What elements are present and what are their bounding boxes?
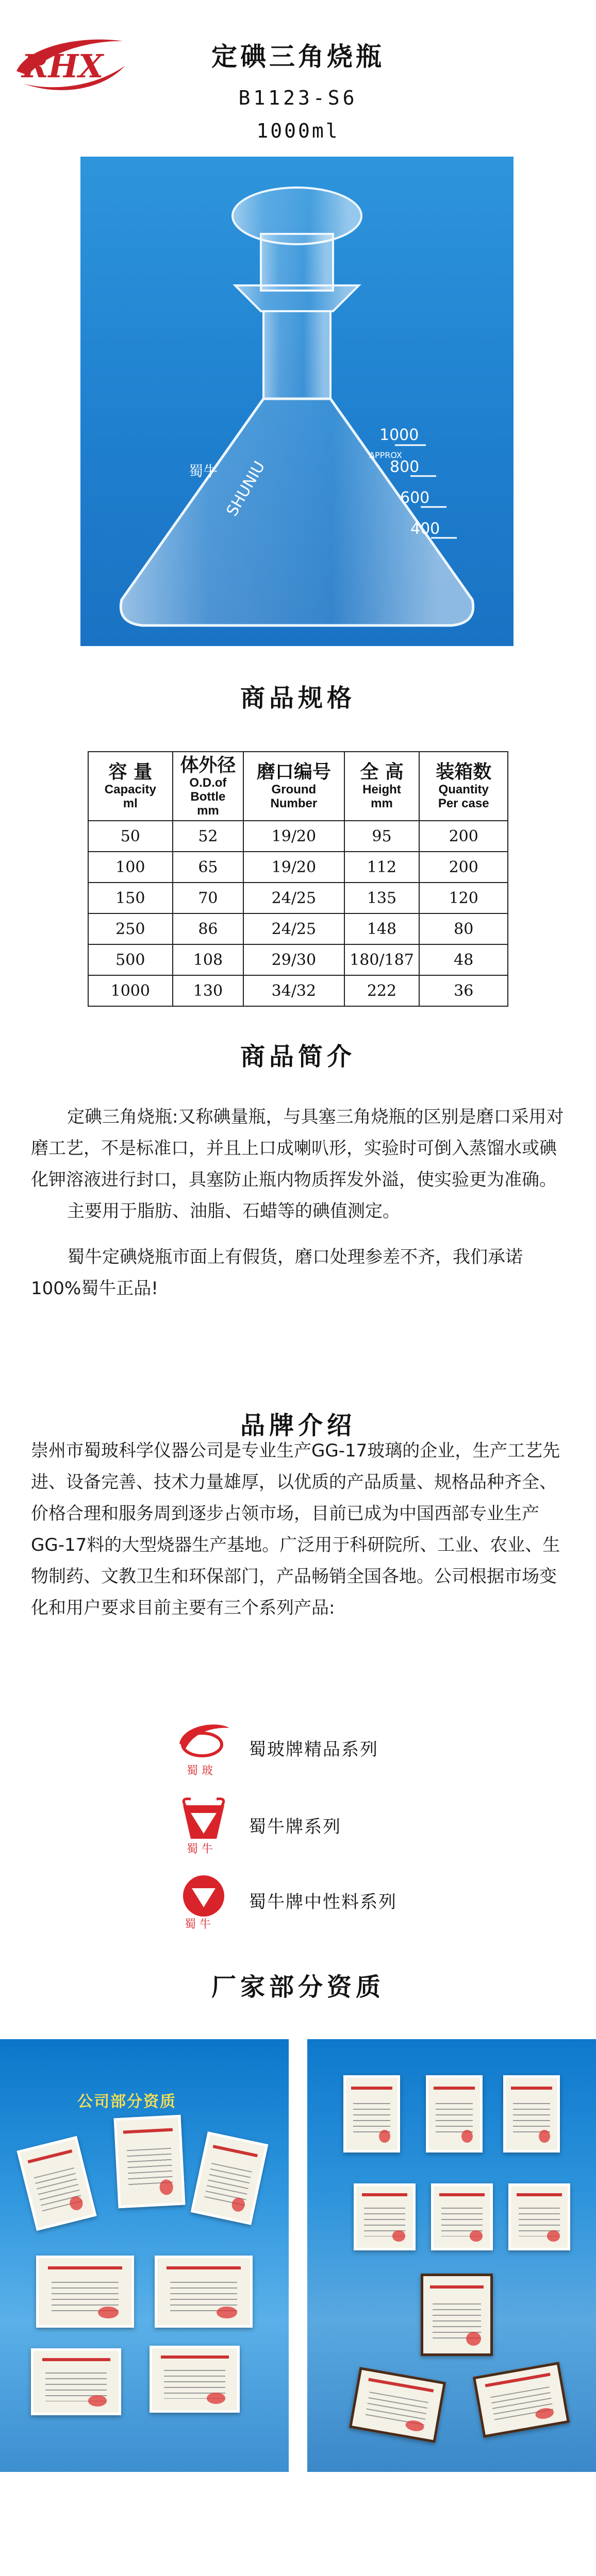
spec-row [88, 883, 508, 913]
intro-paragraph: 定碘三角烧瓶:又称碘量瓶，与具塞三角烧瓶的区别是磨口采用对磨工艺，不是标准口，并且上口成喇叭形，实验时可倒入蒸馏水或碘化钾溶液进行封口，具塞防止瓶内物质挥发外溢，使实验更为准确。 [31, 1107, 564, 1190]
spec-cell: 120 [419, 883, 508, 913]
spec-row [88, 975, 508, 1006]
brand-text: 崇州市蜀玻科学仪器公司是专业生产GG-17玻璃的企业，生产工艺先进、设备完善、技术力量雄厚，以优质的产品质量、规格品种齐全、价格合理和服务周到逐步占领市场，目前已成为中国西部专业生产GG-17料的大型烧器生产基地。广泛用于科研院所、工业、农业、生物制药、文教卫生和环保部门，产品畅销全国各地。公司根据市场变化和用户要求目前主要有三个系列产品: [31, 1440, 560, 1618]
spec-header-row [88, 752, 508, 821]
product-title: 定碘三角烧瓶 [211, 42, 385, 72]
plaque-image [473, 2362, 570, 2438]
product-volume: 1000ml [256, 120, 340, 142]
logo-label: 蜀 牛 [187, 1843, 213, 1856]
spec-cell: 148 [344, 913, 420, 944]
spec-cell: 36 [419, 975, 508, 1006]
series-name: 蜀牛牌系列 [249, 1817, 341, 1837]
series-item [175, 1795, 536, 1857]
logo-label: 蜀 玻 [187, 1765, 213, 1777]
spec-cell: 24/25 [243, 883, 344, 913]
intro-paragraph: 蜀牛定碘烧瓶市面上有假货，磨口处理参差不齐，我们承诺100%蜀牛正品! [31, 1247, 523, 1299]
glass-brand: SHUNIU [223, 458, 269, 519]
certificates-heading: 公司部分资质 [77, 2093, 176, 2111]
flask-body [121, 399, 473, 625]
spec-cell: 222 [344, 975, 420, 1006]
spec-cell: 108 [173, 944, 244, 975]
spec-cell: 100 [88, 852, 173, 883]
spec-cell: 200 [419, 821, 508, 852]
certificate-image [150, 2346, 240, 2413]
certificate-image [31, 2348, 121, 2415]
glass-brand-mark: 蜀牛 [189, 463, 218, 480]
certificate-image [503, 2075, 560, 2153]
spec-cell: 34/32 [243, 975, 344, 1006]
flask-neck [263, 311, 330, 399]
spec-row [88, 852, 508, 883]
spec-row [88, 944, 508, 975]
series-item [175, 1870, 536, 1932]
certificate-image [426, 2075, 483, 2153]
spec-cell: 50 [88, 821, 173, 852]
shuniu-neutral-logo-icon [175, 1870, 232, 1932]
spec-cell: 29/30 [243, 944, 344, 975]
spec-cell: 24/25 [243, 913, 344, 944]
spec-cell: 86 [173, 913, 244, 944]
series-name: 蜀玻牌精品系列 [249, 1739, 378, 1760]
spec-cell: 180/187 [344, 944, 420, 975]
certificate-image [155, 2256, 253, 2328]
specs-title: 商品规格 [240, 684, 356, 713]
spec-cell: 19/20 [243, 821, 344, 852]
col-height: 全 高 Height mm [344, 752, 420, 821]
spec-cell: 65 [173, 852, 244, 883]
certificate-image [508, 2183, 570, 2250]
scale-label: 600 [400, 489, 430, 507]
col-od: 体外径 O.D.of Bottle mm [173, 752, 244, 821]
plaque-image [349, 2367, 446, 2443]
intro-title: 商品简介 [240, 1042, 356, 1071]
intro-paragraph: 主要用于脂肪、油脂、石蜡等的碘值测定。 [67, 1201, 400, 1222]
certificate-image [16, 2136, 96, 2231]
spec-cell: 70 [173, 883, 244, 913]
intro-text [31, 1101, 567, 1304]
shuniu-logo-icon [175, 1795, 232, 1857]
spec-cell: 150 [88, 883, 173, 913]
scale-unit: APPROX [369, 450, 402, 460]
certificates-right-panel [307, 2039, 596, 2472]
product-image [80, 157, 514, 646]
shubo-logo-icon [175, 1718, 232, 1780]
certificate-image [114, 2115, 186, 2209]
scale-label: 400 [410, 520, 440, 538]
series-item [175, 1718, 536, 1780]
spec-table [88, 751, 508, 1007]
certificate-image [354, 2183, 416, 2250]
certificate-image [431, 2183, 493, 2250]
spec-cell: 48 [419, 944, 508, 975]
spec-cell: 19/20 [243, 852, 344, 883]
certificates-left-panel [0, 2039, 289, 2472]
spec-cell: 200 [419, 852, 508, 883]
plaque-image [421, 2274, 493, 2356]
qualification-title: 厂家部分资质 [211, 1973, 385, 2002]
certificate-image [191, 2131, 269, 2225]
logo-text: RHX [22, 47, 104, 85]
series-name: 蜀牛牌中性料系列 [249, 1892, 397, 1912]
spec-cell: 135 [344, 883, 420, 913]
col-ground: 磨口编号 Ground Number [243, 752, 344, 821]
spec-cell: 52 [173, 821, 244, 852]
spec-row [88, 913, 508, 944]
scale-label: 1000 [379, 426, 419, 444]
spec-cell: 95 [344, 821, 420, 852]
certificate-image [36, 2256, 134, 2328]
col-capacity: 容 量 Capacity ml [88, 752, 173, 821]
brand-title: 品牌介绍 [240, 1411, 356, 1440]
logo-label: 蜀 牛 [185, 1918, 211, 1931]
stopper-neck [261, 234, 333, 291]
certificate-image [343, 2075, 400, 2153]
spec-cell: 112 [344, 852, 420, 883]
spec-cell: 80 [419, 913, 508, 944]
spec-cell: 1000 [88, 975, 173, 1006]
spec-cell: 250 [88, 913, 173, 944]
col-quantity: 装箱数 Quantity Per case [419, 752, 508, 821]
spec-cell: 130 [173, 975, 244, 1006]
spec-row [88, 821, 508, 852]
product-model: B1123-S6 [238, 87, 358, 109]
scale-label: 800 [390, 458, 420, 476]
spec-cell: 500 [88, 944, 173, 975]
